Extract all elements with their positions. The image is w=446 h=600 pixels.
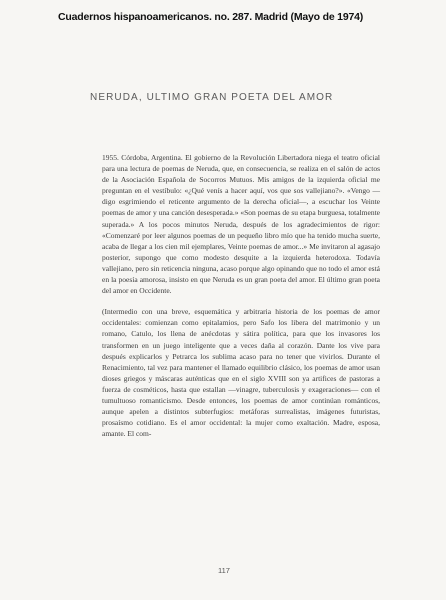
article-title: NERUDA, ULTIMO GRAN POETA DEL AMOR [90,92,334,103]
paragraph-1: 1955. Córdoba, Argentina. El gobierno de la Revolución Libertadora niega el teatro oficial para una lectura de poemas de Neruda, que, en consecuencia, se realiza en el salón de actos de la Asociación Española de Socorros Mutuos. Mis amigos de la izquierda oficial me preguntan en el vestíbulo: «¿Qué venís a hacer aquí, vos que sos vallejiano?». «Vengo —digo esgrimiendo el reticente argumento de la derecha oficial—, a escuchar los Veinte poemas de amor y una canción desesperada.» «Son poemas de su etapa burguesa, totalmente superada.» A los pocos minutos Neruda, después de los agradecimientos de rigor: «Comenzaré por leer algunos poemas de un pequeño libro mío que ha tenido mucha suerte, acaba de llegar a los cien mil ejemplares, Veinte poemas de amor...» Me invitaron al agasajo posterior, supongo que como modesto desquite a la izquierda heterodoxa. Todavía vallejiano, pero sin reticencia ninguna, acaso porque algo opinando que no todo el amor está en la poesía amorosa, insisto en que Neruda es un gran poeta del amor. El último gran poeta del amor en Occidente. [102,153,380,296]
page-number: 117 [218,566,230,575]
journal-citation-header: Cuadernos hispanoamericanos. no. 287. Madrid (Mayo de 1974) [58,2,446,32]
paragraph-2: (Intermedio con una breve, esquemática y arbitraria historia de los poemas de amor occidentales: comienzan como epitalamios, pero Safo los libera del matrimonio y un romano, Catulo, los llena de anécdotas y sátira política, para que los invasores los transformen en un juego inteligente que a veces daña al corazón. Dante los vive para después explicarlos y Petrarca los sublima acaso para no tener que vivirlos. Durante el Renacimiento, tal vez para mantener el llamado equilibrio clásico, los poemas de amor usan dioses griegos y máscaras auténticas que en el siglo XVIII son ya artifices de pastoras a fuerza de cosméticos, hasta que estallan —vinagre, tuberculosis y exageraciones— con el tumultuoso romanticismo. Desde entonces, los poemas de amor continúan románticos, aunque apelen a distintos subterfugios: metáforas surrealistas, imágenes futuristas, prosaísmo cotidiano. Es el amor occidental: la mujer como exaltación. Madre, esposa, amante. El com- [102,307,380,439]
article-body [88,152,380,439]
